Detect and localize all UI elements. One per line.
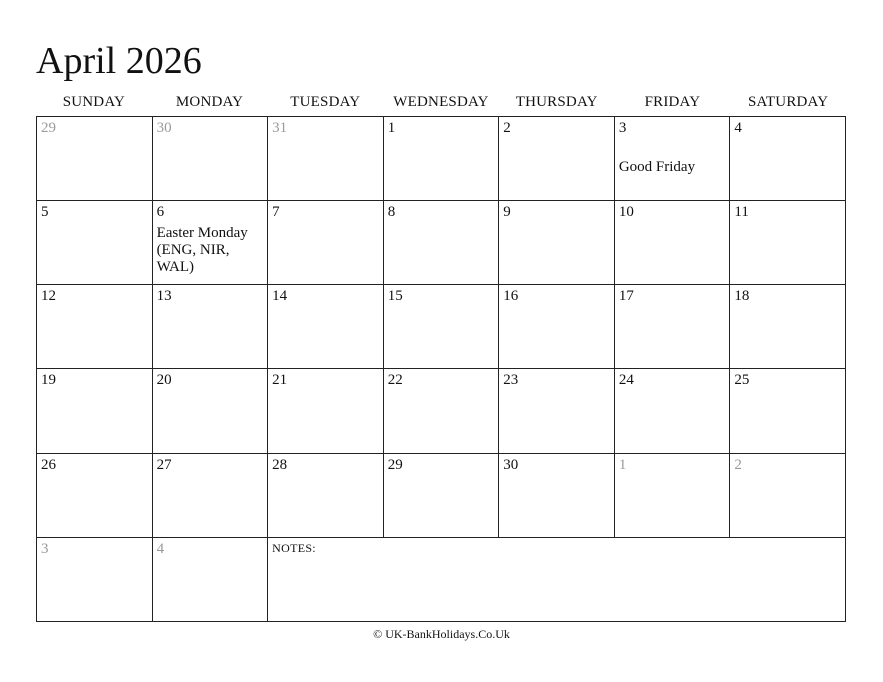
day-cell[interactable] (384, 454, 500, 538)
day-number: 3 (618, 120, 627, 136)
day-number: 29 (387, 456, 403, 473)
weekday-wednesday: WEDNESDAY (393, 94, 489, 110)
day-number: 4 (156, 540, 165, 557)
day-number: 9 (503, 204, 511, 221)
day-number: 29 (41, 120, 56, 136)
day-number: 1 (618, 456, 627, 473)
day-number: 23 (503, 372, 519, 389)
day-number: 8 (387, 204, 396, 221)
day-number: 14 (272, 288, 288, 305)
day-cell[interactable] (153, 454, 269, 538)
day-number: 4 (734, 120, 742, 136)
day-number: 26 (41, 456, 56, 473)
day-number: 20 (156, 372, 172, 389)
day-cell[interactable] (268, 369, 384, 453)
weekday-tuesday: TUESDAY (290, 94, 361, 110)
day-number: 16 (503, 288, 519, 305)
day-cell[interactable] (499, 117, 615, 201)
weekday-thursday: THURSDAY (515, 94, 598, 110)
day-number: 28 (272, 456, 288, 473)
day-number: 3 (41, 540, 49, 557)
day-number: 27 (156, 456, 172, 473)
notes-label: NOTES: (272, 540, 316, 555)
day-cell[interactable] (384, 369, 500, 453)
day-number: 30 (156, 120, 172, 136)
calendar-grid (36, 116, 846, 622)
day-cell[interactable] (37, 369, 153, 453)
day-cell[interactable] (153, 285, 269, 369)
day-number: 2 (503, 120, 511, 136)
day-cell[interactable] (153, 538, 269, 622)
weekday-monday: MONDAY (175, 94, 244, 110)
day-number: 18 (734, 288, 750, 305)
day-number: 15 (387, 288, 403, 305)
day-cell[interactable] (615, 117, 731, 201)
day-cell[interactable] (499, 369, 615, 453)
day-number: 11 (734, 204, 749, 221)
day-number: 19 (41, 372, 56, 389)
day-cell[interactable] (268, 285, 384, 369)
day-number: 24 (618, 372, 634, 389)
day-cell[interactable] (499, 201, 615, 285)
weekday-friday: FRIDAY (644, 94, 701, 110)
day-number: 21 (272, 372, 288, 389)
day-cell[interactable] (384, 117, 500, 201)
day-number: 30 (503, 456, 519, 473)
day-number: 1 (387, 120, 396, 136)
day-cell[interactable] (153, 369, 269, 453)
day-cell[interactable] (615, 369, 731, 453)
holiday-label: Good Friday (618, 159, 696, 175)
weekday-header (36, 91, 846, 113)
day-cell[interactable] (37, 201, 153, 285)
notes-area[interactable] (268, 538, 846, 622)
day-number: 25 (734, 372, 750, 389)
weekday-sunday: SUNDAY (62, 94, 126, 110)
day-cell[interactable] (153, 201, 269, 285)
day-cell[interactable] (37, 538, 153, 622)
day-number: 6 (156, 204, 165, 221)
day-number: 7 (272, 204, 280, 221)
day-number: 10 (618, 204, 634, 221)
day-number: 13 (156, 288, 172, 305)
day-number: 31 (272, 120, 288, 136)
day-cell[interactable] (499, 285, 615, 369)
day-cell[interactable] (153, 117, 269, 201)
day-number: 12 (41, 288, 56, 305)
day-cell[interactable] (37, 285, 153, 369)
day-cell[interactable] (730, 117, 846, 201)
day-cell[interactable] (730, 454, 846, 538)
day-cell[interactable] (499, 454, 615, 538)
copyright-footer: © UK-BankHolidays.Co.Uk (373, 627, 510, 641)
weekday-saturday: SATURDAY (748, 94, 829, 110)
day-cell[interactable] (615, 454, 731, 538)
day-cell[interactable] (615, 285, 731, 369)
day-cell[interactable] (268, 201, 384, 285)
day-number: 2 (734, 456, 742, 473)
day-number: 22 (387, 372, 403, 389)
day-cell[interactable] (730, 285, 846, 369)
day-cell[interactable] (730, 201, 846, 285)
day-number: 5 (41, 204, 49, 221)
day-cell[interactable] (37, 117, 153, 201)
day-cell[interactable] (615, 201, 731, 285)
day-cell[interactable] (268, 454, 384, 538)
day-number: 17 (618, 288, 634, 305)
day-cell[interactable] (384, 285, 500, 369)
day-cell[interactable] (730, 369, 846, 453)
day-cell[interactable] (268, 117, 384, 201)
day-cell[interactable] (384, 201, 500, 285)
day-cell[interactable] (37, 454, 153, 538)
page-title: April 2026 (36, 40, 202, 82)
holiday-label: Easter Monday (ENG, NIR, WAL) (156, 225, 248, 276)
